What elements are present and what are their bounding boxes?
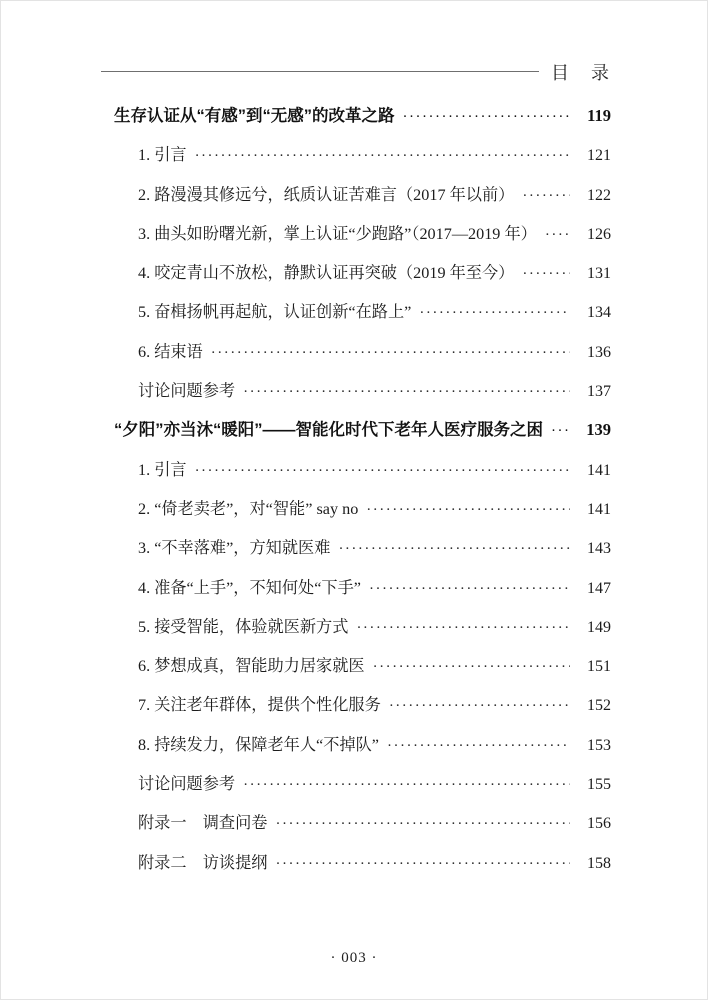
entry-label: 讨论问题参考	[138, 382, 236, 401]
toc-item-row	[101, 773, 611, 796]
toc-item-row	[101, 223, 611, 246]
dot-leader	[419, 301, 570, 324]
page-number: 119	[587, 106, 611, 125]
dot-leader	[366, 498, 570, 521]
page-number: 139	[586, 420, 611, 440]
page-number: 151	[587, 658, 611, 676]
dot-leader	[545, 223, 570, 246]
footer-page-number: · 003 ·	[330, 950, 378, 966]
dot-leader	[211, 341, 570, 364]
entry-label: 4. 咬定青山不放松，静默认证再突破（2019 年至今）	[138, 264, 515, 283]
dot-leader	[276, 852, 571, 875]
dot-leader	[195, 144, 570, 167]
page-header	[101, 59, 611, 85]
toc-item-row	[101, 694, 611, 717]
entry-label: 3. 曲头如盼曙光新，掌上认证“少跑路”（2017—2019 年）	[138, 224, 537, 243]
header-rule	[101, 71, 539, 72]
toc-item-row	[101, 262, 611, 285]
toc-item-row	[101, 812, 611, 835]
dot-leader	[356, 616, 570, 639]
entry-label: 8. 持续发力，保障老年人“不掉队”	[138, 735, 379, 754]
dot-leader	[338, 537, 570, 560]
dot-leader	[403, 105, 571, 128]
entry-label: 3. “不幸落难”，方知就医难	[138, 539, 331, 558]
toc-item-row	[101, 459, 611, 482]
dot-leader	[551, 419, 570, 442]
toc-item-row	[101, 577, 611, 600]
entry-label: 2. “倚老卖老”，对“智能” say no	[138, 499, 359, 518]
toc-item-row	[101, 301, 611, 324]
toc-item-row	[101, 537, 611, 560]
page-number: 158	[587, 854, 611, 872]
entry-label: 5. 接受智能，体验就医新方式	[138, 617, 349, 636]
entry-label: 6. 结束语	[138, 342, 203, 361]
page-number: 134	[587, 304, 611, 322]
entry-label: 1. 引言	[138, 146, 187, 165]
toc-item-row	[101, 498, 611, 521]
dot-leader	[522, 184, 570, 207]
page-number: 155	[587, 776, 611, 794]
page-number: 141	[587, 500, 611, 518]
page-number: 152	[587, 697, 611, 715]
page-number: 149	[587, 618, 611, 636]
entry-label: 6. 梦想成真，智能助力居家就医	[138, 657, 365, 676]
dot-leader	[389, 694, 570, 717]
entry-label: 附录一 调查问卷	[138, 814, 268, 833]
dot-leader	[276, 812, 571, 835]
page-number: 153	[587, 736, 611, 754]
dot-leader	[522, 262, 570, 285]
toc-item-row	[101, 734, 611, 757]
page-number: 141	[587, 461, 611, 479]
page-number: 156	[587, 815, 611, 833]
page-number: 147	[587, 579, 611, 597]
toc-item-row	[101, 341, 611, 364]
toc-item-row	[101, 655, 611, 678]
toc-item-row	[101, 144, 611, 167]
toc-section-row	[101, 105, 611, 128]
dot-leader	[387, 734, 570, 757]
toc-section-row	[101, 419, 611, 442]
toc-item-row	[101, 380, 611, 403]
toc-item-row	[101, 852, 611, 875]
page-number: 121	[587, 147, 611, 165]
page-number: 126	[587, 225, 611, 243]
entry-label: 生存认证从“有感”到“无感”的改革之路	[114, 107, 395, 125]
entry-label: 1. 引言	[138, 460, 187, 479]
page-number: 131	[587, 265, 611, 283]
dot-leader	[195, 459, 570, 482]
entry-label: 附录二 访谈提纲	[138, 853, 268, 872]
dot-leader	[373, 655, 570, 678]
page-number: 122	[587, 186, 611, 204]
dot-leader	[369, 577, 570, 600]
entry-label: 7. 关注老年群体，提供个性化服务	[138, 696, 381, 715]
page-number: 143	[587, 540, 611, 558]
toc-list	[101, 105, 611, 891]
page-number: 136	[587, 343, 611, 361]
page-title: 目 录	[551, 63, 611, 83]
entry-label: 2. 路漫漫其修远兮，纸质认证苦难言（2017 年以前）	[138, 185, 515, 204]
entry-label: “夕阳”亦当沐“暖阳”——智能化时代下老年人医疗服务之困	[114, 421, 543, 440]
dot-leader	[243, 773, 570, 796]
dot-leader	[243, 380, 570, 403]
entry-label: 4. 准备“上手”，不知何处“下手”	[138, 578, 361, 597]
toc-item-row	[101, 616, 611, 639]
page-number: 137	[587, 383, 611, 401]
entry-label: 5. 奋楫扬帆再起航，认证创新“在路上”	[138, 303, 412, 322]
toc-item-row	[101, 184, 611, 207]
entry-label: 讨论问题参考	[138, 775, 236, 794]
